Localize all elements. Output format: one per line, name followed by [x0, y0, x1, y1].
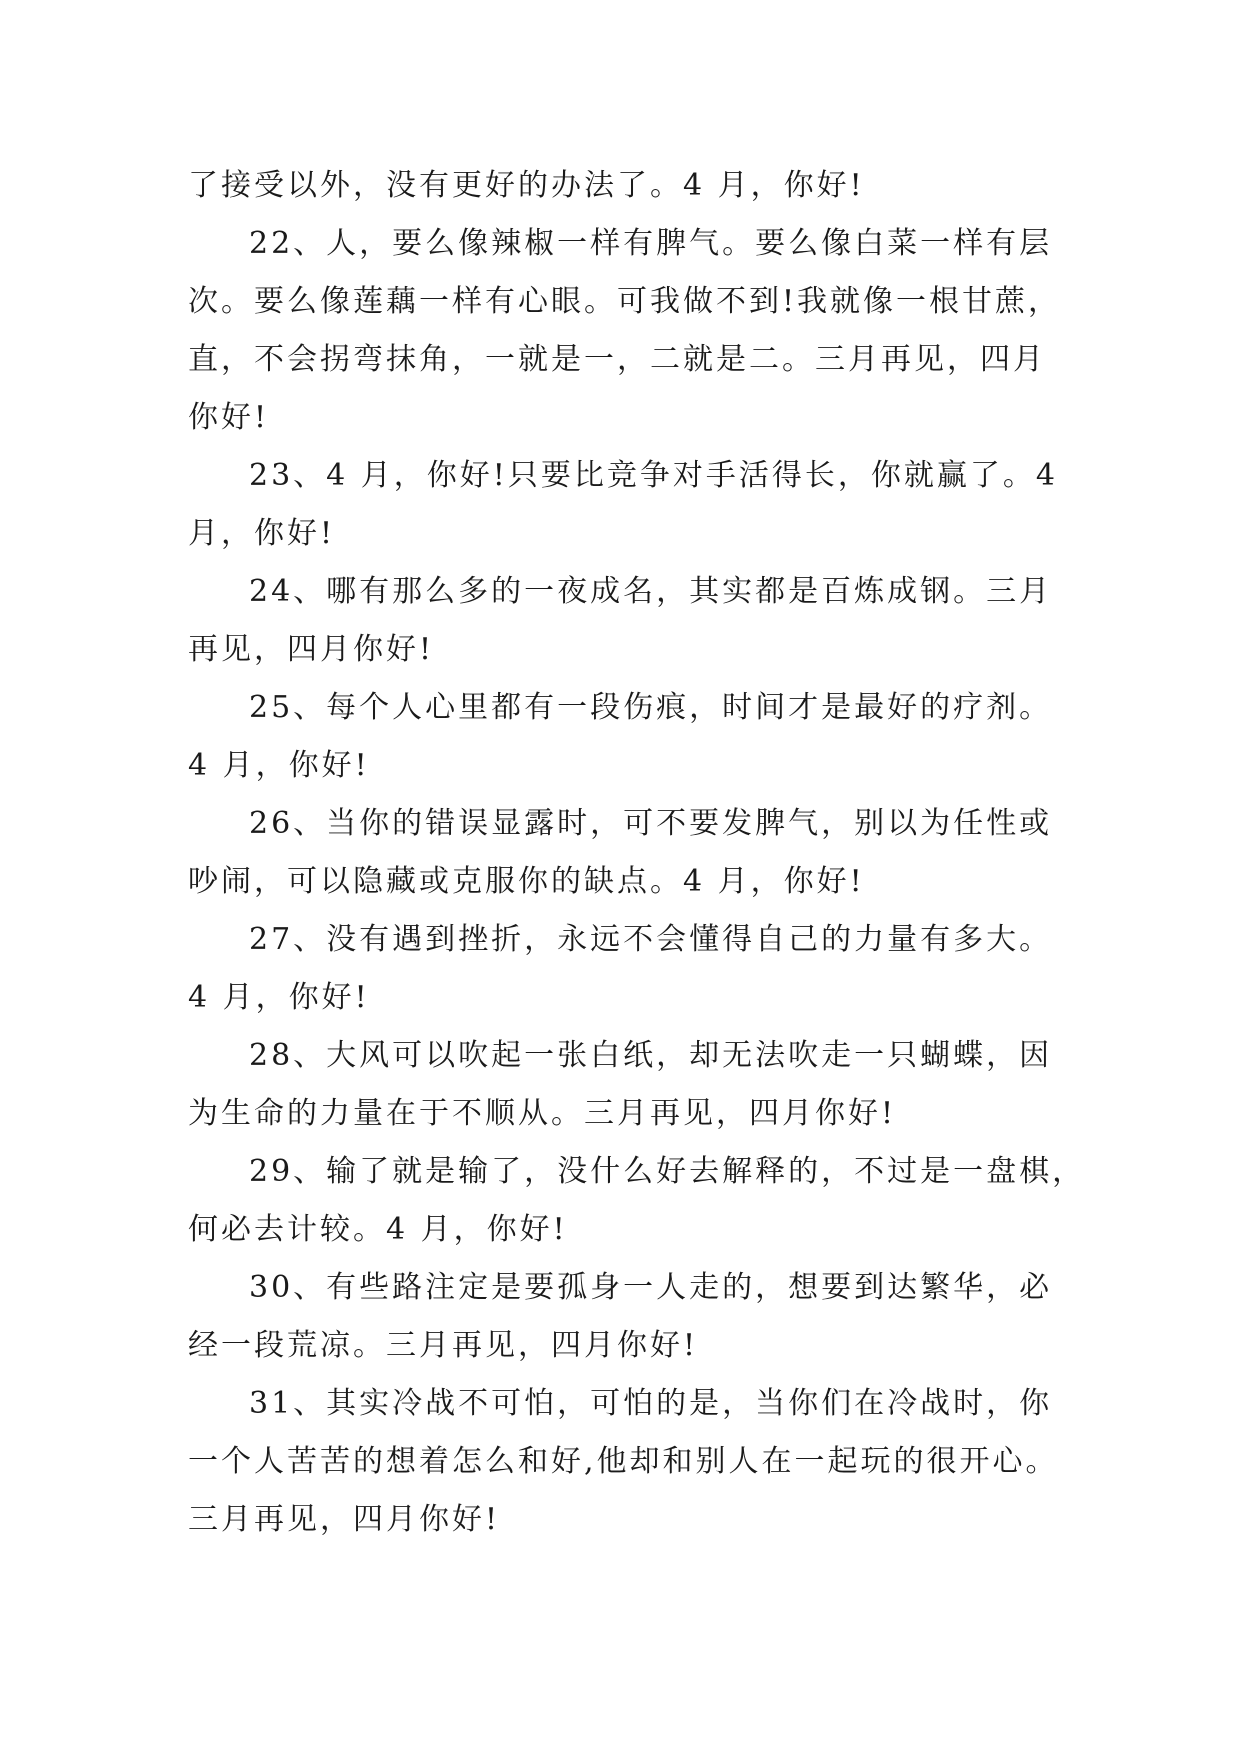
text-line: 三月再见，四月你好!	[188, 1502, 501, 1537]
paragraph-continuation	[188, 157, 1064, 215]
paragraph-25	[188, 679, 1064, 795]
text-line: 22、人，要么像辣椒一样有脾气。要么像白菜一样有层	[249, 226, 1053, 261]
paragraph-22	[188, 215, 1064, 447]
document-page	[188, 157, 1086, 1549]
paragraph-27	[188, 911, 1064, 1027]
paragraph-23	[188, 447, 1064, 563]
paragraph-24	[188, 563, 1064, 679]
paragraph-28	[188, 1027, 1064, 1143]
text-line: 23、4 月，你好!只要比竞争对手活得长，你就赢了。4	[249, 458, 1058, 493]
text-line: 你好!	[188, 400, 270, 435]
paragraph-29	[188, 1143, 1086, 1259]
paragraph-30	[188, 1259, 1064, 1375]
text-line: 为生命的力量在于不顺从。三月再见，四月你好!	[188, 1096, 897, 1131]
text-line: 月，你好!	[188, 516, 336, 551]
text-line: 4 月，你好!	[188, 980, 370, 1015]
text-line: 29、输了就是输了，没什么好去解释的，不过是一盘棋，	[249, 1154, 1086, 1189]
text-line: 25、每个人心里都有一段伤痕，时间才是最好的疗剂。	[249, 690, 1053, 725]
text-line: 一个人苦苦的想着怎么和好,他却和别人在一起玩的很开心。	[188, 1444, 1059, 1479]
text-line: 27、没有遇到挫折，永远不会懂得自己的力量有多大。	[249, 922, 1053, 957]
text-line: 直，不会拐弯抹角，一就是一，二就是二。三月再见，四月	[188, 342, 1046, 377]
text-line: 次。要么像莲藕一样有心眼。可我做不到!我就像一根甘蔗，	[188, 284, 1062, 319]
paragraph-26	[188, 795, 1064, 911]
text-line: 24、哪有那么多的一夜成名，其实都是百炼成钢。三月	[249, 574, 1053, 609]
text-line: 了接受以外，没有更好的办法了。4 月，你好!	[188, 168, 865, 203]
text-line: 再见，四月你好!	[188, 632, 435, 667]
text-line: 31、其实冷战不可怕，可怕的是，当你们在冷战时，你	[249, 1386, 1053, 1421]
text-line: 何必去计较。4 月，你好!	[188, 1212, 568, 1247]
text-line: 26、当你的错误显露时，可不要发脾气，别以为任性或	[249, 806, 1053, 841]
text-line: 4 月，你好!	[188, 748, 370, 783]
text-line: 30、有些路注定是要孤身一人走的，想要到达繁华，必	[249, 1270, 1053, 1305]
text-line: 28、大风可以吹起一张白纸，却无法吹走一只蝴蝶，因	[249, 1038, 1053, 1073]
paragraph-31	[188, 1375, 1064, 1549]
text-line: 经一段荒凉。三月再见，四月你好!	[188, 1328, 699, 1363]
text-line: 吵闹，可以隐藏或克服你的缺点。4 月，你好!	[188, 864, 865, 899]
